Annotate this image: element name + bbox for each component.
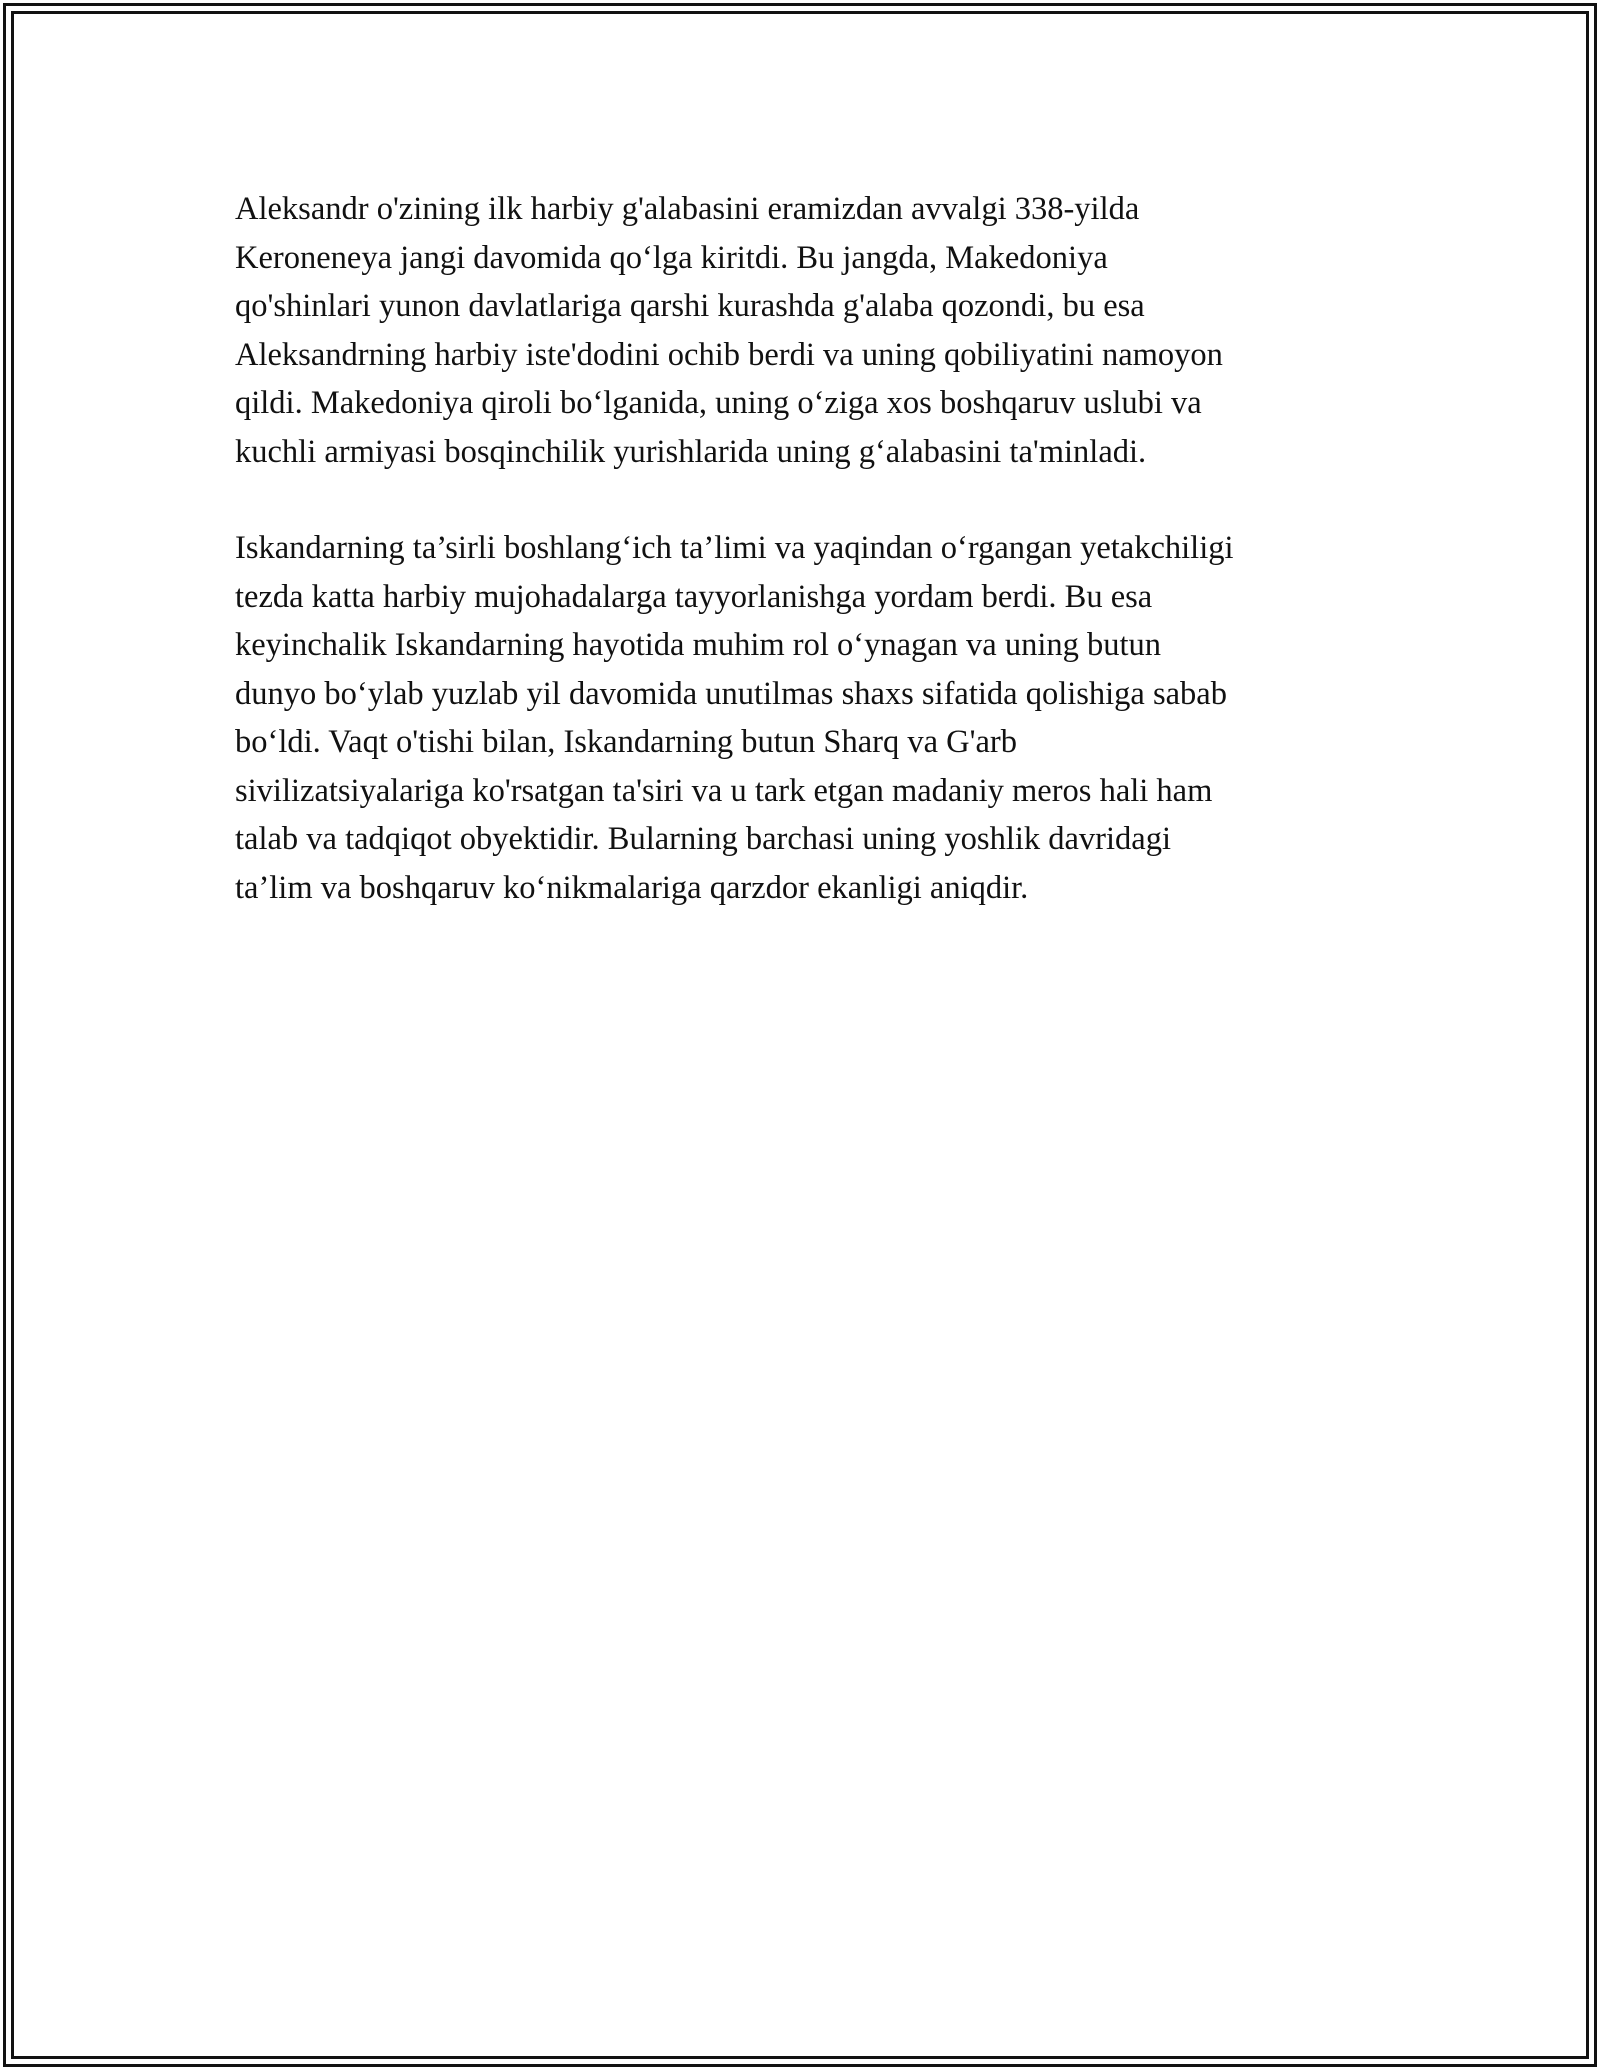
paragraph-line: sivilizatsiyalariga ko'rsatgan ta'siri va u tark etgan madaniy meros hali ham [235,772,1213,809]
paragraph-line: tezda katta harbiy mujohadalarga tayyorlanishga yordam berdi. Bu esa [235,578,1153,615]
paragraph-line: keyinchalik Iskandarning hayotida muhim rol o‘ynagan va uning butun [235,627,1162,663]
paragraph-line: Keroneneya jangi davomida qo‘lga kiritdi. Bu jangda, Makedoniya [235,239,1108,276]
paragraph-line: Iskandarning ta’sirli boshlang‘ich ta’limi va yaqindan o‘rgangan yetakchiligi [235,530,1234,566]
document-body [235,185,1380,960]
paragraph-line: Aleksandrning harbiy iste'dodini ochib berdi va uning qobiliyatini namoyon [235,336,1223,373]
paragraph-line: dunyo bo‘ylab yuzlab yil davomida unutilmas shaxs sifatida qolishiga sabab [235,675,1227,712]
paragraph-line: talab va tadqiqot obyektidir. Bularning barchasi uning yoshlik davridagi [235,821,1171,857]
paragraph-line: ta’lim va boshqaruv ko‘nikmalariga qarzdor ekanligi aniqdir. [235,869,1029,906]
paragraph-line: qo'shinlari yunon davlatlariga qarshi kurashda g'alaba qozondi, bu esa [235,288,1145,324]
paragraph-line: kuchli armiyasi bosqinchilik yurishlarida uning g‘alabasini ta'minladi. [235,433,1147,470]
paragraph-line: bo‘ldi. Vaqt o'tishi bilan, Iskandarning butun Sharq va G'arb [235,724,1017,760]
paragraph-1 [235,185,1380,476]
paragraph-2 [235,524,1380,912]
paragraph-line: Aleksandr o'zining ilk harbiy g'alabasini eramizdan avvalgi 338-yilda [235,191,1140,227]
paragraph-line: qildi. Makedoniya qiroli bo‘lganida, uning o‘ziga xos boshqaruv uslubi va [235,385,1202,421]
